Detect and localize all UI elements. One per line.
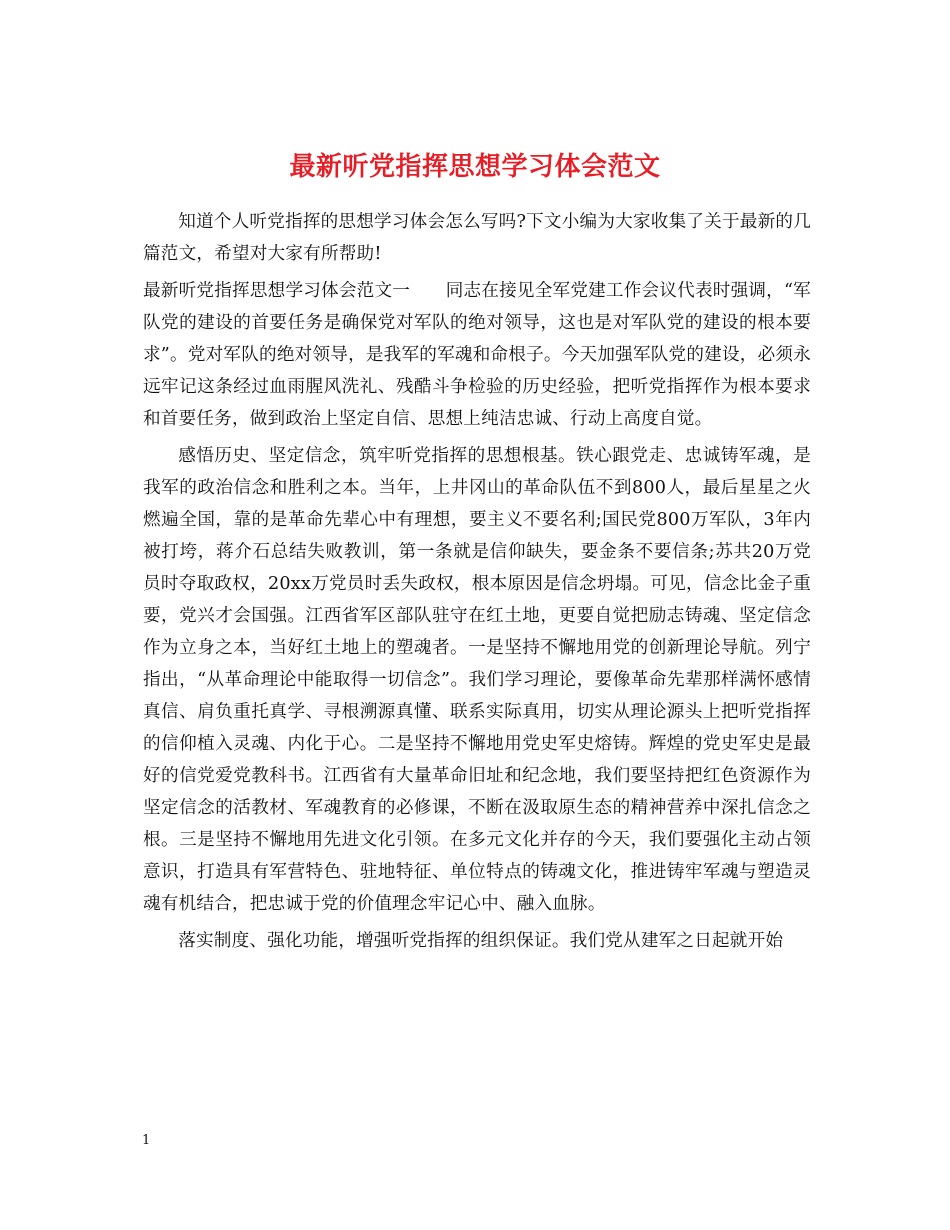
section-one-text: 同志在接见全军党建工作会议代表时强调，“军队党的建设的首要任务是确保党对军队的绝对领导，这也是对军队党的建设的根本要求”。党对军队的绝对领导，是我军的军魂和命根子。今天加强军队党的建设，必须永远牢记这条经过血雨腥风洗礼、残酷斗争检验的历史经验，把听党指挥作为根本要求和首要任务，做到政治上坚定自信、思想上纯洁忠诚、行动上高度自觉。 xyxy=(143,281,811,429)
section-one-paragraph xyxy=(143,275,811,435)
paragraph-two: 感悟历史、坚定信念，筑牢听党指挥的思想根基。铁心跟党走、忠诚铸军魂，是我军的政治信念和胜利之本。当年，上井冈山的革命队伍不到800人，最后星星之火燃遍全国，靠的是革命先辈心中有理想，要主义不要名利;国民党800万军队，3年内被打垮，蒋介石总结失败教训，第一条就是信仰缺失，要金条不要信条;苏共20万党员时夺取政权，20xx万党员时丢失政权，根本原因是信念坍塌。可见，信念比金子重要，党兴才会国强。江西省军区部队驻守在红土地，更要自觉把励志铸魂、坚定信念作为立身之本，当好红土地上的塑魂者。一是坚持不懈地用党的创新理论导航。列宁指出，“从革命理论中能取得一切信念”。我们学习理论，要像革命先辈那样满怀感情真信、肩负重托真学、寻根溯源真懂、联系实际真用，切实从理论源头上把听党指挥的信仰植入灵魂、内化于心。二是坚持不懈地用党史军史熔铸。辉煌的党史军史是最好的信党爱党教科书。江西省有大量革命旧址和纪念地，我们要坚持把红色资源作为坚定信念的活教材、军魂教育的必修课，不断在汲取原生态的精神营养中深扎信念之根。三是坚持不懈地用先进文化引领。在多元文化并存的今天，我们要强化主动占领意识，打造具有军营特色、驻地特征、单位特点的铸魂文化，推进铸牢军魂与塑造灵魂有机结合，把忠诚于党的价值理念牢记心中、融入血脉。 xyxy=(143,446,811,914)
document-body xyxy=(143,206,811,962)
page-number: 1 xyxy=(142,1133,151,1148)
document-title: 最新听党指挥思想学习体会范文 xyxy=(289,152,661,183)
section-one-heading: 最新听党指挥思想学习体会范文一 xyxy=(143,281,411,301)
intro-paragraph: 知道个人听党指挥的思想学习体会怎么写吗?下文小编为大家收集了关于最新的几篇范文，希望对大家有所帮助! xyxy=(143,212,811,264)
paragraph-three: 落实制度、强化功能，增强听党指挥的组织保证。我们党从建军之日起就开始 xyxy=(178,931,784,951)
